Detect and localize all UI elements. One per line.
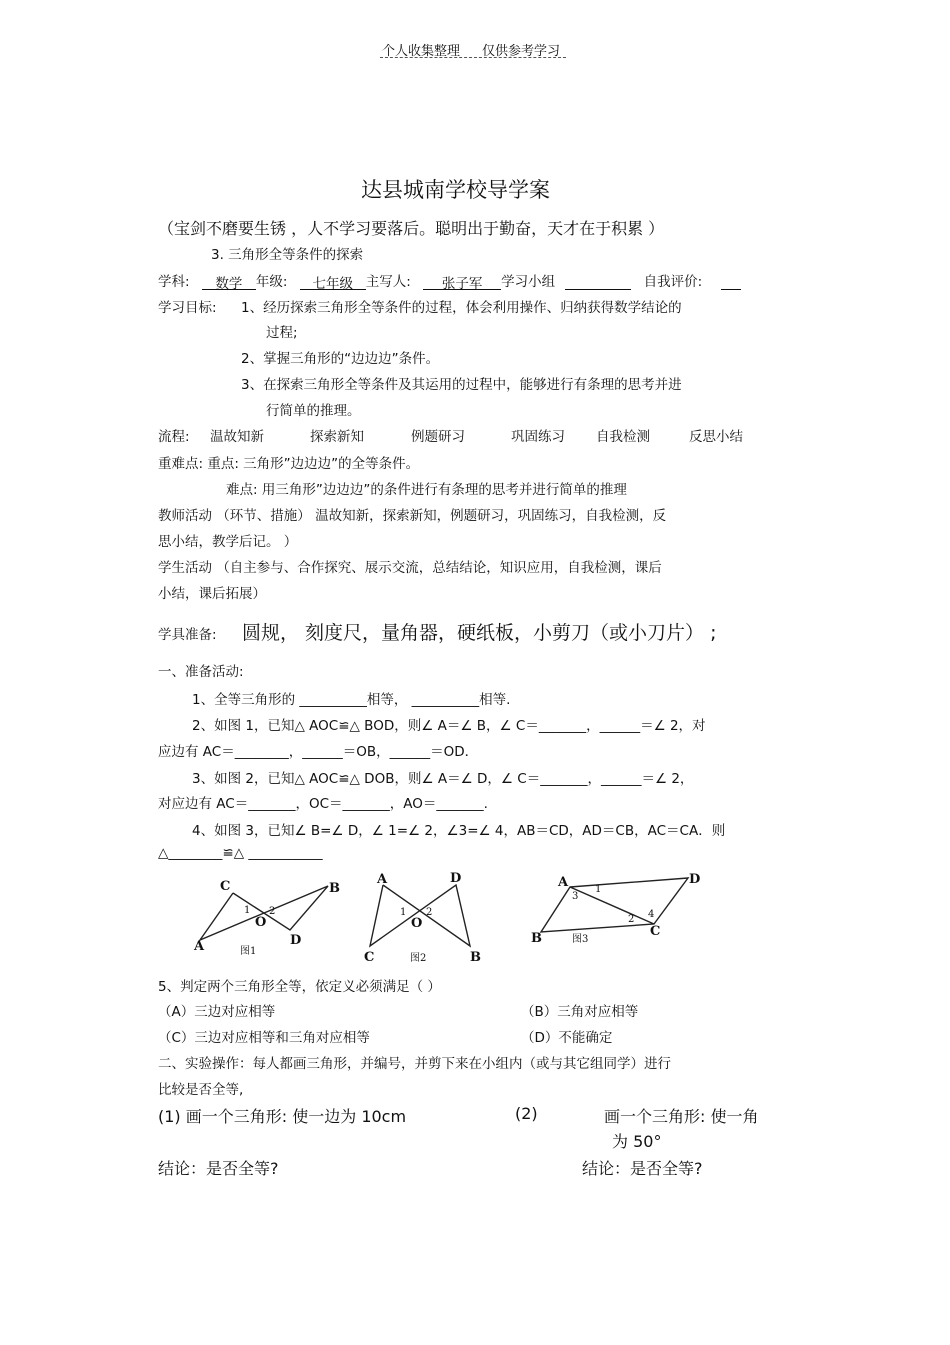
goal-1a: 1、经历探索三角形全等条件的过程，体会利用操作、归纳获得数学结论的 [241,300,682,316]
fig3-label: B [531,931,542,946]
figure-1 [200,886,328,940]
fig1-label: O [255,915,267,930]
eval-blank [721,272,741,290]
conclusion-2: 结论：是否全等? [582,1159,703,1178]
option-b: （B）三角对应相等 [521,1004,639,1020]
option-a: （A）三边对应相等 [158,1004,276,1020]
grade-label: 年级: [255,274,288,290]
section-2-cont: 比较是否全等, [158,1082,244,1098]
fig3-label: D [689,872,701,887]
header-left: 个人收集整理 [382,44,461,59]
question-1: 1、全等三角形的 __________相等， __________相等. [192,692,511,708]
section-2-heading: 二、实验操作：每人都画三角形，并编号，并剪下来在小组内（或与其它组同学）进行 [158,1056,671,1072]
conclusion-1: 结论：是否全等? [158,1159,279,1178]
option-c: （C）三边对应相等和三角对应相等 [158,1030,370,1046]
flow-step: 巩固练习 [511,429,565,445]
question-4: 4、如图 3，已知∠ B=∠ D，∠ 1=∠ 2，∠3=∠ 4，AB＝CD，AD＝CB，AC＝CA．则 [192,823,726,839]
fig2-label: C [364,950,375,965]
student-activity: 学生活动 （自主参与、合作探究、展示交流，总结结论，知识应用，自我检测，课后 [158,560,662,576]
header-divider [380,57,566,58]
experiment-2: 画一个三角形: 使一角 [604,1107,759,1126]
fig3-label: C [650,924,661,939]
flow-step: 温故知新 [210,429,264,445]
flow-label: 流程: [158,429,190,445]
flow-step: 探索新知 [310,429,364,445]
section-1-heading: 一、准备活动: [158,664,244,680]
fig2-label: A [377,872,388,887]
fig1-label: A [194,939,205,954]
fig1-label: 2 [269,906,276,917]
question-3-cont: 对应边有 AC＝_______，OC＝_______，AO＝_______. [158,796,488,812]
question-2-cont: 应边有 AC＝________，______＝OB，______＝OD． [158,744,479,760]
fig1-label: 1 [244,905,251,916]
question-2: 2、如图 1，已知△ AOC≌△ BOD，则∠ A＝∠ B，∠ C＝_______，______＝∠ 2，对 [192,718,706,734]
goal-1b: 过程; [266,325,298,341]
grade-value: 七年级 [300,272,366,290]
group-label: 学习小组 [501,274,556,290]
teacher-activity-cont: 思小结，教学后记。 ） [158,534,298,550]
page-title: 达县城南学校导学案 [361,178,550,202]
group-blank [565,272,631,290]
key-point: 重难点: 重点: 三角形”边边边”的全等条件。 [158,456,420,472]
header-right: 仅供参考学习 [482,44,561,59]
fig2-label: B [470,950,481,965]
eval-label: 自我评价: [643,274,703,290]
writer-value: 张子军 [423,272,501,290]
fig2-label: 1 [400,907,407,918]
experiment-1: (1) 画一个三角形: 使一边为 10cm [158,1107,407,1126]
question-3: 3、如图 2，已知△ AOC≌△ DOB，则∠ A＝∠ D，∠ C＝_______，______＝∠ 2， [192,771,694,787]
fig1-caption: 图1 [240,946,257,957]
goal-3b: 行简单的推理。 [266,403,361,419]
fig1-label: C [220,879,231,894]
fig2-label: D [450,871,462,886]
info-row [158,270,741,290]
fig1-label: B [329,881,340,896]
goal-2: 2、掌握三角形的“边边边”条件。 [241,351,440,367]
question-5: 5、判定两个三角形全等，依定义必须满足（ ） [158,979,441,995]
goal-3a: 3、在探索三角形全等条件及其运用的过程中，能够进行有条理的思考并进 [241,377,682,393]
tools-label: 学具准备: [158,627,217,643]
motto: （宝剑不磨要生锈 ，人不学习要落后。聪明出于勤奋，天才在于积累 ） [158,219,665,238]
fig3-label: 4 [648,909,655,920]
fig3-label: A [558,875,569,890]
student-activity-cont: 小结，课后拓展） [158,586,266,602]
flow-step: 反思小结 [689,429,743,445]
subject-value: 数学 [202,272,256,290]
fig2-label: 2 [426,907,433,918]
question-4-cont: △________≌△ ___________ [158,845,323,861]
fig3-label: 3 [572,891,579,902]
fig3-label: 1 [595,884,602,895]
figures [180,868,720,968]
fig3-label: 2 [628,914,635,925]
subject-label: 学科: [158,274,190,290]
tools-list: 圆规， 刻度尺，量角器，硬纸板，小剪刀（或小刀片） ; [242,622,717,644]
fig2-caption: 图2 [410,953,427,964]
lesson-title: 3. 三角形全等条件的探索 [211,247,364,263]
flow-step: 自我检测 [596,429,650,445]
flow-step: 例题研习 [411,429,465,445]
experiment-2-cont: 为 50° [612,1132,662,1151]
fig3-caption: 图3 [572,934,589,945]
experiment-2-number: (2) [515,1104,538,1123]
option-d: （D）不能确定 [521,1030,613,1046]
fig2-label: O [411,916,423,931]
writer-label: 主写人: [365,274,411,290]
fig1-label: D [290,933,302,948]
teacher-activity: 教师活动 （环节、措施） 温故知新，探索新知，例题研习，巩固练习，自我检测，反 [158,508,667,524]
goals-label: 学习目标: [158,300,217,316]
difficulty: 难点: 用三角形”边边边”的条件进行有条理的思考并进行简单的推理 [226,482,627,498]
